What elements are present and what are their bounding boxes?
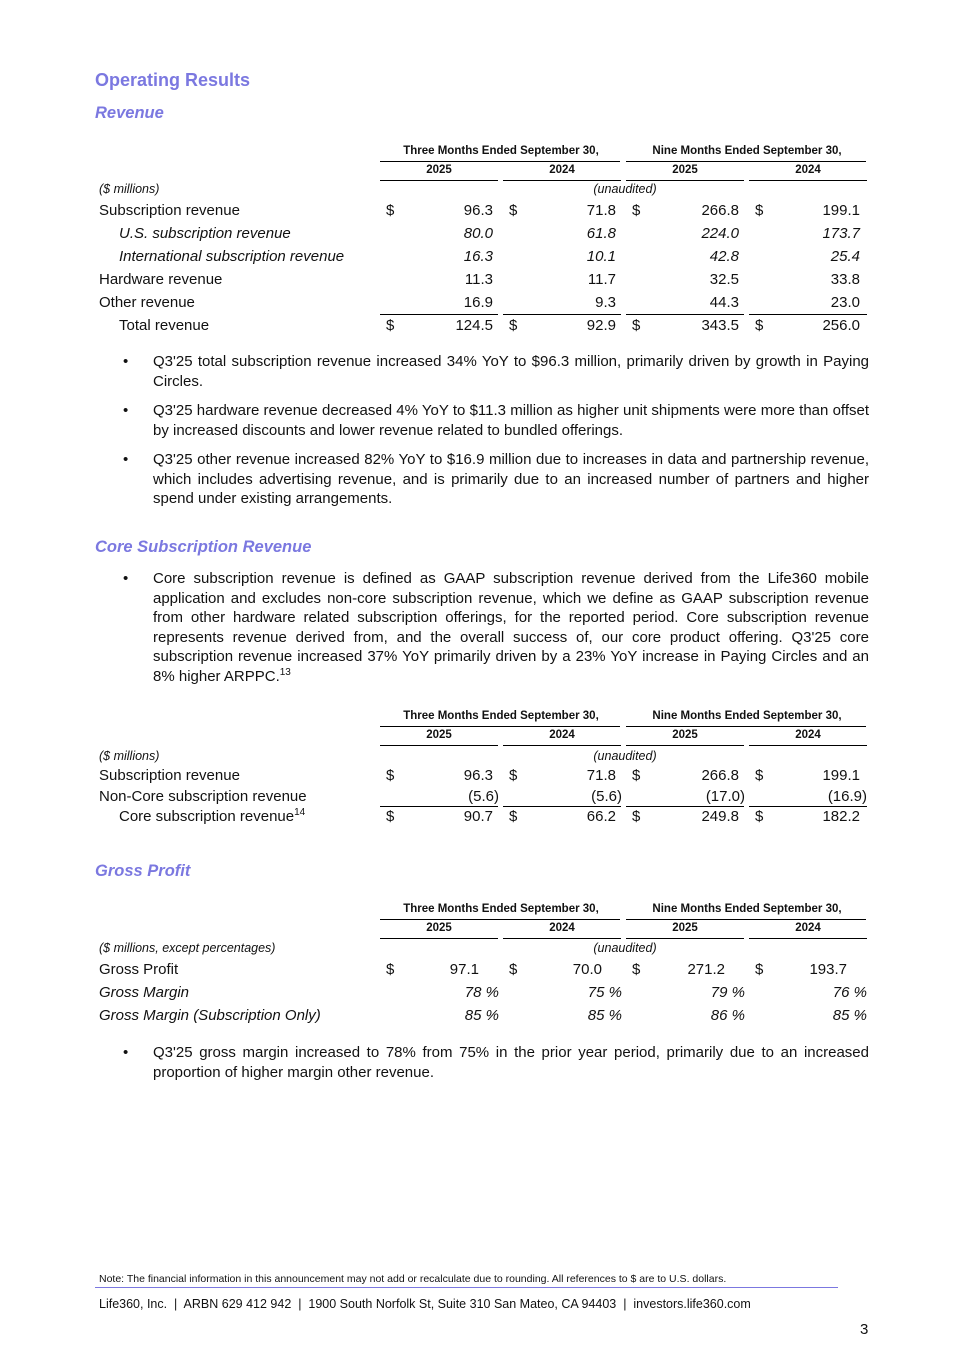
table-cell: 97.1 [449, 961, 479, 978]
footnote-ref: 13 [279, 666, 291, 678]
currency-symbol: $ [632, 767, 641, 784]
currency-symbol: $ [632, 202, 641, 219]
currency-symbol: $ [755, 767, 764, 784]
table-cell: 173.7 [822, 225, 860, 242]
currency-symbol: $ [386, 961, 395, 978]
table-cell: 343.5 [701, 317, 739, 334]
table-cell: 199.1 [822, 767, 860, 784]
table-cell: 75 % [587, 984, 622, 1001]
page-number: 3 [860, 1321, 869, 1338]
group-header-nine-months: Nine Months Ended September 30, [652, 710, 842, 722]
table-cell: 266.8 [701, 202, 739, 219]
row-label: Gross Profit [99, 961, 179, 978]
year-header: 2024 [795, 729, 821, 741]
table-cell: 25.4 [830, 248, 860, 265]
year-header: 2024 [549, 922, 575, 934]
table-cell: (5.6) [591, 788, 622, 805]
gross-profit-bullets [123, 1043, 869, 1092]
year-header: 2024 [795, 164, 821, 176]
currency-symbol: $ [632, 961, 641, 978]
table-cell: 271.2 [687, 961, 725, 978]
row-label: International subscription revenue [119, 248, 345, 265]
unit-label: ($ millions, except percentages) [99, 941, 276, 955]
unaudited-label: (unaudited) [593, 941, 657, 955]
table-cell: (5.6) [468, 788, 499, 805]
currency-symbol: $ [755, 808, 764, 825]
table-cell: 85 % [587, 1007, 622, 1024]
currency-symbol: $ [509, 808, 518, 825]
bullet-text: Q3'25 other revenue increased 82% YoY to $16.9 million due to increases in data and partnership revenue, which includes advertising revenue, and is primarily due to an increased number of partners and higher spend under existing arrangements. [153, 451, 869, 507]
year-header: 2025 [426, 164, 452, 176]
table-cell: 92.9 [586, 317, 616, 334]
row-label: U.S. subscription revenue [119, 225, 291, 242]
unaudited-label: (unaudited) [593, 182, 657, 196]
table-cell: 61.8 [586, 225, 616, 242]
currency-symbol: $ [509, 767, 518, 784]
group-header-three-months: Three Months Ended September 30, [403, 903, 599, 915]
table-cell: 90.7 [463, 808, 493, 825]
year-header: 2024 [549, 729, 575, 741]
unit-label: ($ millions) [99, 182, 160, 196]
table-cell: 96.3 [463, 767, 493, 784]
section-title-core-subscription: Core Subscription Revenue [95, 538, 312, 556]
year-header: 2024 [795, 922, 821, 934]
table-cell: 86 % [710, 1007, 745, 1024]
table-cell: 249.8 [701, 808, 739, 825]
year-header: 2025 [426, 729, 452, 741]
section-title-revenue: Revenue [95, 104, 164, 122]
footer-divider [95, 1287, 838, 1288]
year-header: 2025 [672, 729, 698, 741]
table-cell: 70.0 [572, 961, 602, 978]
table-cell: 199.1 [822, 202, 860, 219]
row-label-text: Core subscription revenue [119, 808, 295, 825]
bullet-text: Q3'25 total subscription revenue increased 34% YoY to $96.3 million, primarily driven by growth in Paying Circles. [153, 353, 869, 390]
currency-symbol: $ [509, 961, 518, 978]
table-cell: 71.8 [586, 767, 616, 784]
table-cell: 124.5 [455, 317, 493, 334]
row-label: Gross Margin (Subscription Only) [99, 1007, 321, 1024]
table-cell: (17.0) [705, 788, 745, 805]
group-header-three-months: Three Months Ended September 30, [403, 710, 599, 722]
row-label: Subscription revenue [99, 202, 240, 219]
currency-symbol: $ [755, 202, 764, 219]
row-label: Non-Core subscription revenue [99, 788, 307, 805]
bullet-item: • Q3'25 other revenue increased 82% YoY to $16.9 million due to increases in data and partnership revenue, which includes advertising revenue, and is primarily due to an increased number of partners and higher spend under existing arrangements. [123, 451, 869, 507]
table-cell: (16.9) [827, 788, 867, 805]
revenue-bullets [123, 352, 869, 519]
table-cell: 9.3 [595, 294, 616, 311]
bullet-text: Core subscription revenue is defined as GAAP subscription revenue derived from the Life360 mobile application and excludes non-core subscription revenue, which we define as GAAP subscription revenue from other hardware related subscription offerings, for the reported period. Core subscription revenue represents revenue derived from, and the overall success of, our core product offering. Q3'25 core subscription revenue increased 37% YoY primarily driven by a 23% YoY increase in Paying Circles and an 8% higher ARPPC. [153, 570, 869, 685]
row-label [119, 808, 305, 825]
bullet-text: Q3'25 hardware revenue decreased 4% YoY to $11.3 million as higher unit shipments were more than offset by increased discounts and lower revenue related to bundled offerings. [153, 402, 869, 439]
table-cell: 224.0 [701, 225, 739, 242]
currency-symbol: $ [386, 767, 395, 784]
row-label: Other revenue [99, 294, 195, 311]
table-cell: 33.8 [830, 271, 860, 288]
currency-symbol: $ [755, 317, 764, 334]
table-cell: 11.7 [587, 271, 616, 288]
table-cell: 23.0 [830, 294, 860, 311]
bullet-item: • Q3'25 total subscription revenue increased 34% YoY to $96.3 million, primarily driven by growth in Paying Circles. [123, 353, 869, 390]
core-bullets [123, 569, 869, 696]
currency-symbol: $ [386, 317, 395, 334]
table-cell: 85 % [464, 1007, 499, 1024]
table-cell: 256.0 [822, 317, 860, 334]
currency-symbol: $ [509, 202, 518, 219]
table-cell: 11.3 [464, 271, 493, 288]
currency-symbol: $ [632, 317, 641, 334]
footnote-ref: 14 [294, 807, 306, 818]
row-label: Subscription revenue [99, 767, 240, 784]
table-cell: 266.8 [701, 767, 739, 784]
table-cell: 66.2 [586, 808, 616, 825]
currency-symbol: $ [386, 808, 395, 825]
group-header-three-months: Three Months Ended September 30, [403, 145, 599, 157]
bullet-item: • Q3'25 hardware revenue decreased 4% YoY to $11.3 million as higher unit shipments were more than offset by increased discounts and lower revenue related to bundled offerings. [123, 402, 869, 439]
currency-symbol: $ [386, 202, 395, 219]
bullet-item: • Core subscription revenue is defined as GAAP subscription revenue derived from the Life360 mobile application and excludes non-core subscription revenue, which we define as GAAP subscription revenue from other hardware related subscription offerings, for the reported period. Core subscription revenue represents revenue derived from, and the overall success of, our core product offering. Q3'25 core subscription revenue increased 37% YoY primarily driven by a 23% YoY increase in Paying Circles and an 8% higher ARPPC.$^{13}$ [123, 570, 869, 685]
table-cell: 182.2 [822, 808, 860, 825]
bullet-item: • Q3'25 gross margin increased to 78% from 75% in the prior year period, primarily due to an increased proportion of higher margin other revenue. [123, 1044, 869, 1081]
unaudited-label: (unaudited) [593, 749, 657, 763]
table-cell: 42.8 [709, 248, 739, 265]
currency-symbol: $ [632, 808, 641, 825]
table-cell: 76 % [832, 984, 867, 1001]
currency-symbol: $ [755, 961, 764, 978]
table-cell: 16.3 [463, 248, 493, 265]
row-label: Gross Margin [99, 984, 190, 1001]
table-cell: 10.1 [586, 248, 616, 265]
group-header-nine-months: Nine Months Ended September 30, [652, 903, 842, 915]
table-cell: 80.0 [463, 225, 493, 242]
table-cell: 96.3 [463, 202, 493, 219]
table-cell: 16.9 [463, 294, 493, 311]
footer-address: Life360, Inc. | ARBN 629 412 942 | 1900 South Norfolk St, Suite 310 San Mateo, CA 94403 | investors.life360.com [99, 1297, 751, 1311]
section-title-operating-results: Operating Results [95, 70, 251, 90]
table-cell: 79 % [710, 984, 745, 1001]
table-cell: 44.3 [709, 294, 739, 311]
year-header: 2025 [672, 922, 698, 934]
section-title-gross-profit: Gross Profit [95, 862, 191, 880]
year-header: 2024 [549, 164, 575, 176]
year-header: 2025 [426, 922, 452, 934]
group-header-nine-months: Nine Months Ended September 30, [652, 145, 842, 157]
currency-symbol: $ [509, 317, 518, 334]
table-cell: 71.8 [586, 202, 616, 219]
table-cell: 85 % [832, 1007, 867, 1024]
table-cell: 193.7 [809, 961, 847, 978]
year-header: 2025 [672, 164, 698, 176]
unit-label: ($ millions) [99, 749, 160, 763]
table-cell: 78 % [464, 984, 499, 1001]
table-cell: 32.5 [709, 271, 739, 288]
bullet-text: Q3'25 gross margin increased to 78% from 75% in the prior year period, primarily due to an increased proportion of higher margin other revenue. [153, 1044, 869, 1081]
footer-note: Note: The financial information in this announcement may not add or recalculate due to rounding. All references to $ are to U.S. dollars. [99, 1273, 727, 1285]
row-label: Total revenue [119, 317, 210, 334]
row-label: Hardware revenue [99, 271, 223, 288]
